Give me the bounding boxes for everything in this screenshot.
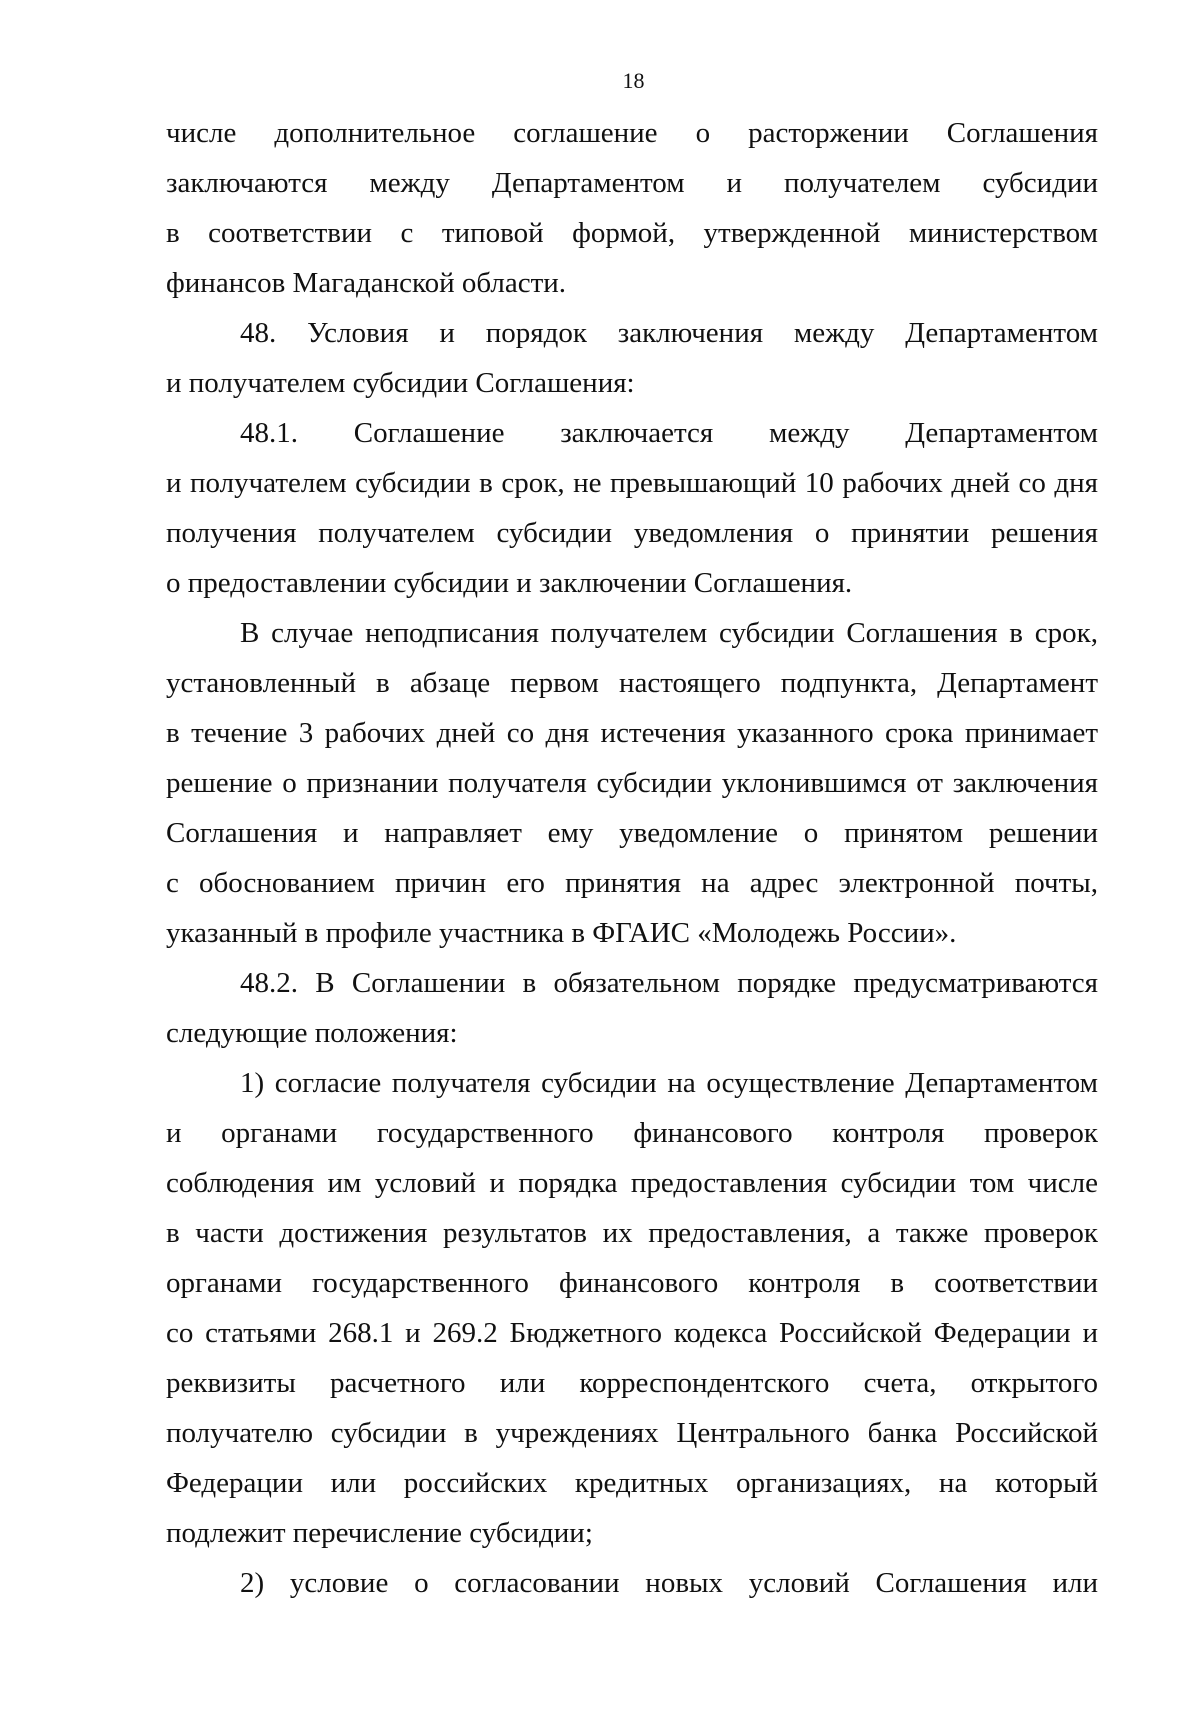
text-line: органами государственного финансового контроля в соответствии bbox=[166, 1267, 1098, 1299]
clause-48-heading: 48. Условия и порядок заключения между Департаментом bbox=[240, 317, 1098, 349]
text-line: со статьями 268.1 и 269.2 Бюджетного кодекса Российской Федерации и bbox=[166, 1317, 1098, 1349]
list-item-1: 1) согласие получателя субсидии на осуществление Департаментом bbox=[240, 1067, 1098, 1099]
page-number: 18 bbox=[622, 68, 645, 93]
text-line: в течение 3 рабочих дней со дня истечения указанного срока принимает bbox=[166, 717, 1098, 749]
text-line: с обоснованием причин его принятия на адрес электронной почты, bbox=[166, 867, 1098, 899]
text-line: получателю субсидии в учреждениях Центрального банка Российской bbox=[166, 1417, 1098, 1449]
text-line: в части достижения результатов их предоставления, а также проверок bbox=[166, 1217, 1098, 1249]
paragraph-start: В случае неподписания получателем субсидии Соглашения в срок, bbox=[240, 617, 1098, 649]
document-body bbox=[166, 108, 1098, 1608]
text-line: заключаются между Департаментом и получателем субсидии bbox=[166, 167, 1098, 199]
text-line: соблюдения им условий и порядка предоставления субсидии том числе bbox=[166, 1167, 1098, 1199]
text-line: указанный в профиле участника в ФГАИС «Молодежь России». bbox=[166, 917, 957, 949]
text-line: установленный в абзаце первом настоящего подпункта, Департамент bbox=[166, 667, 1098, 699]
text-line: Федерации или российских кредитных организациях, на который bbox=[166, 1467, 1098, 1499]
text-line: в соответствии с типовой формой, утвержденной министерством bbox=[166, 217, 1098, 249]
text-line: реквизиты расчетного или корреспондентского счета, открытого bbox=[166, 1367, 1098, 1399]
list-item-2: 2) условие о согласовании новых условий Соглашения или bbox=[240, 1567, 1098, 1599]
text-line: и органами государственного финансового контроля проверок bbox=[166, 1117, 1098, 1149]
clause-48-1: 48.1. Соглашение заключается между Департаментом bbox=[240, 417, 1098, 449]
text-line: и получателем субсидии Соглашения: bbox=[166, 367, 635, 399]
clause-48-2: 48.2. В Соглашении в обязательном порядке предусматриваются bbox=[240, 967, 1098, 999]
text-line: финансов Магаданской области. bbox=[166, 267, 567, 299]
text-line: подлежит перечисление субсидии; bbox=[166, 1517, 593, 1549]
text-line: о предоставлении субсидии и заключении Соглашения. bbox=[166, 567, 853, 599]
text-line: получения получателем субсидии уведомления о принятии решения bbox=[166, 517, 1098, 549]
text-line: Соглашения и направляет ему уведомление о принятом решении bbox=[166, 817, 1098, 849]
text-line: следующие положения: bbox=[166, 1017, 458, 1049]
text-line: числе дополнительное соглашение о расторжении Соглашения bbox=[166, 117, 1098, 149]
text-line: и получателем субсидии в срок, не превышающий 10 рабочих дней со дня bbox=[166, 467, 1098, 499]
text-line: решение о признании получателя субсидии уклонившимся от заключения bbox=[166, 767, 1098, 799]
